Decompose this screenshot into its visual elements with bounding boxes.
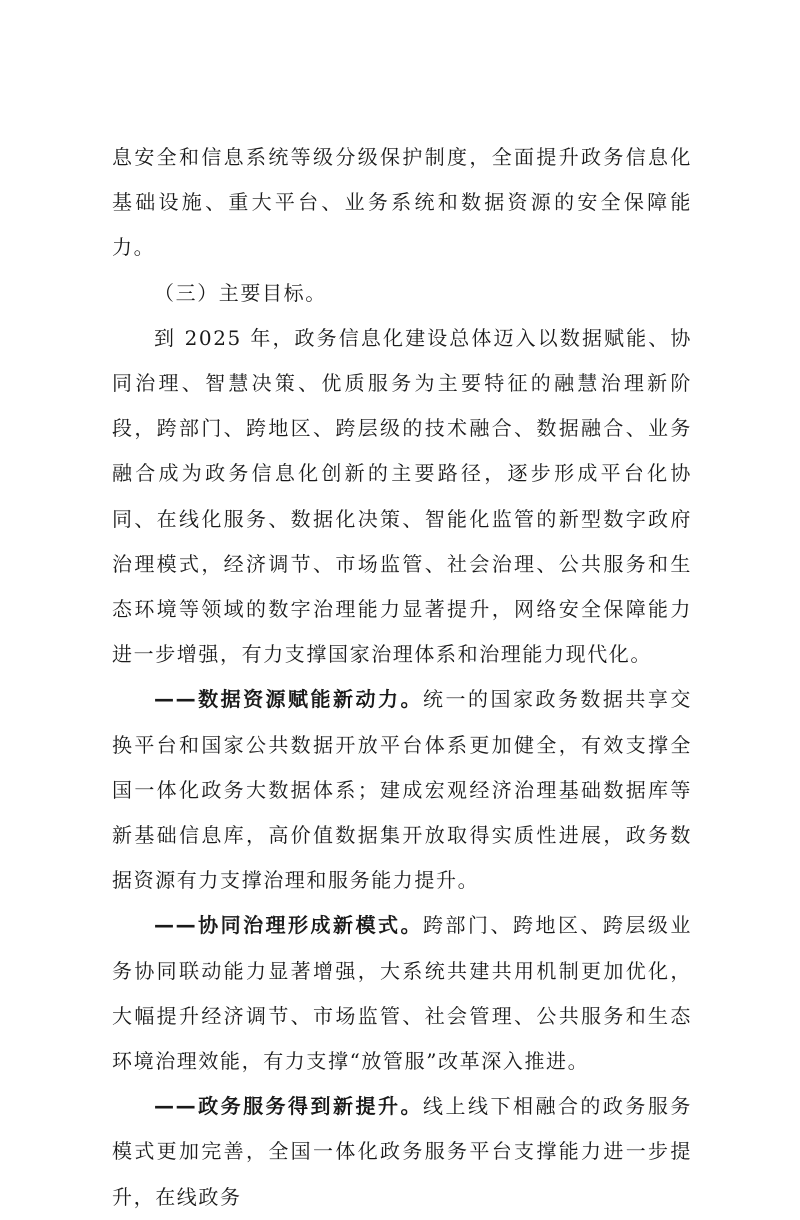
paragraph-security-continuation bbox=[112, 135, 692, 271]
paragraph-lead-title: ——政务服务得到新提升。 bbox=[154, 1094, 423, 1119]
paragraph-text: 到 2025 年，政务信息化建设总体迈入以数据赋能、协同治理、智慧决策、优质服务为主要特征的融慧治理新阶段，跨部门、跨地区、跨层级的技术融合、数据融合、业务融合成为政务信息化创新的主要路径，逐步形成平台化协同、在线化服务、数据化决策、智能化监管的新型数字政府治理模式，经济调节、市场监管、社会治理、公共服务和生态环境等领域的数字治理能力显著提升，网络安全保障能力进一步增强，有力支撑国家治理体系和治理能力现代化。 bbox=[112, 325, 692, 667]
document-body bbox=[112, 135, 692, 1220]
paragraph-text: 息安全和信息系统等级分级保护制度，全面提升政务信息化基础设施、重大平台、业务系统和数据资源的安全保障能力。 bbox=[112, 145, 692, 260]
paragraph-collaborative-governance bbox=[112, 903, 692, 1084]
paragraph-government-services bbox=[112, 1084, 692, 1220]
paragraph-text: 统一的国家政务数据共享交换平台和国家公共数据开放平台体系更加健全，有效支撑全国一体化政务大数据体系；建成宏观经济治理基础数据库等新基础信息库，高价值数据集开放取得实质性进展，政务数据资源有力支撑治理和服务能力提升。 bbox=[112, 687, 692, 893]
section-heading-text: （三）主要目标。 bbox=[154, 280, 327, 305]
paragraph-lead-title: ——数据资源赋能新动力。 bbox=[154, 687, 423, 712]
paragraph-text: 线上线下相融合的政务服务模式更加完善，全国一体化政务服务平台支撑能力进一步提升，在线政务 bbox=[112, 1094, 692, 1209]
paragraph-text: 跨部门、跨地区、跨层级业务协同联动能力显著增强，大系统共建共用机制更加优化，大幅提升经济调节、市场监管、社会管理、公共服务和生态环境治理效能，有力支撑“放管服”改革深入推进。 bbox=[112, 913, 692, 1074]
section-heading-main-goals bbox=[112, 271, 692, 316]
paragraph-2025-goal bbox=[112, 316, 692, 678]
paragraph-data-resources bbox=[112, 677, 692, 903]
paragraph-lead-title: ——协同治理形成新模式。 bbox=[154, 913, 423, 938]
